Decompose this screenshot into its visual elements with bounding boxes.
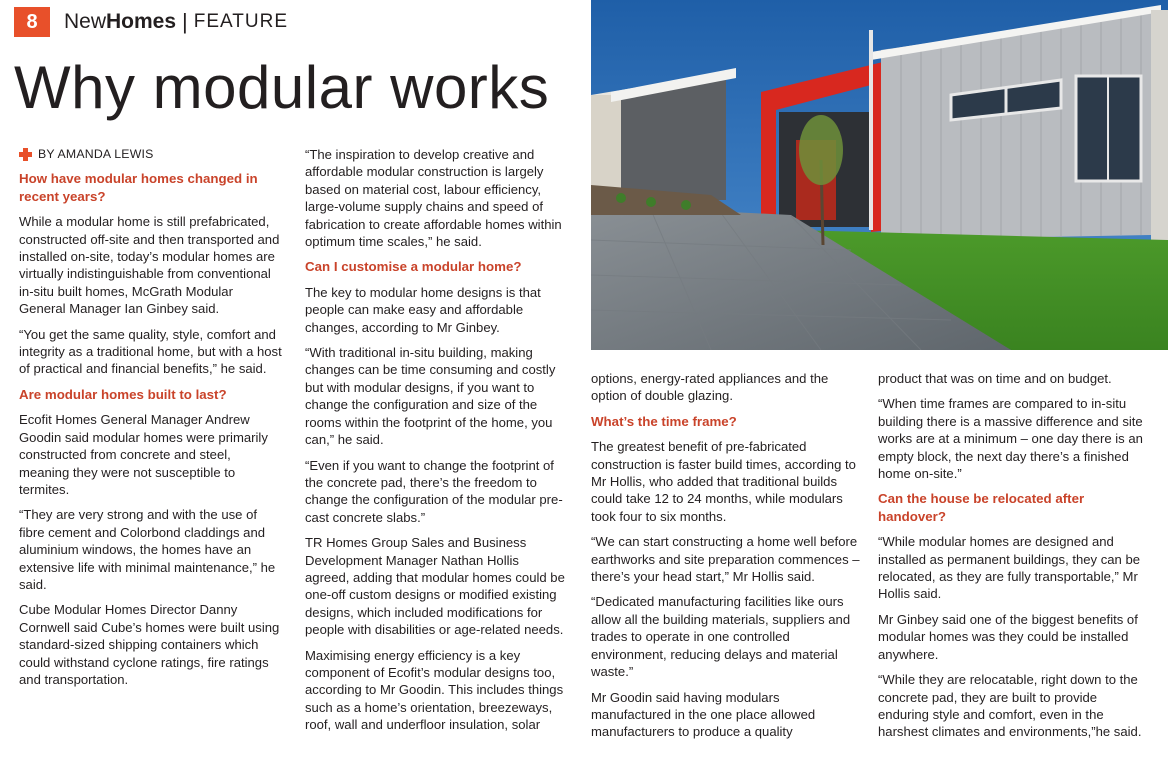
body-paragraph: “You get the same quality, style, comfort and integrity as a traditional home, but with a host of practical and financial benefits,” he said.	[19, 326, 282, 377]
body-paragraph: “Even if you want to change the footprint of the concrete pad, there’s the freedom to change the configuration of the modular pre-cast concrete slabs.”	[305, 457, 563, 525]
subheading: Can the house be relocated after handover?	[878, 491, 1085, 524]
body-paragraph: “We can start constructing a home well before earthworks and site preparation commences – there’s your head start,” Mr Hollis said.	[591, 534, 860, 585]
byline	[19, 146, 283, 163]
header-separator: |	[182, 9, 188, 34]
byline-text: BY AMANDA LEWIS	[38, 147, 154, 161]
body-paragraph: The greatest benefit of pre-fabricated construction is faster build times, according to Mr Hollis, who added that traditional builds could take 12 to 24 months, while modulars took four to six months.	[591, 439, 856, 524]
body-paragraph: “The inspiration to develop creative and affordable modular construction is largely based on material cost, labour efficiency, large-volume supply chains and speed of fabrication to create affordable homes within optimum time scales,” he said.	[305, 147, 562, 250]
brand-light-text: New	[64, 10, 107, 33]
article-headline: Why modular works	[14, 54, 550, 121]
subheading: What’s the time frame?	[591, 413, 737, 429]
body-paragraph: The key to modular home designs is that people can make easy and affordable changes, according to Mr Ginbey.	[305, 284, 541, 335]
body-paragraph: options, energy-rated appliances and the option of double glazing.	[591, 371, 829, 404]
page-number: 8	[14, 7, 50, 37]
article-column-1	[19, 146, 283, 696]
article-column-4	[878, 370, 1150, 749]
brand-bold-text: Homes	[106, 10, 177, 33]
body-paragraph: Maximising energy efficiency is a key component of Ecofit’s modular designs too, according to Mr Goodin. This includes things such as a home’s orientation, breezeways, roof, wall and underfloor insulation, solar	[305, 647, 564, 733]
body-paragraph: product that was on time and on budget.	[878, 371, 1112, 386]
body-paragraph: Mr Ginbey said one of the biggest benefits of modular homes was they could be installed anywhere.	[878, 611, 1138, 662]
section-label: FEATURE	[193, 11, 289, 32]
body-paragraph: Cube Modular Homes Director Danny Cornwell said Cube’s homes were built using standard-sized shipping containers which could withstand cyclone ratings, fire ratings and transportation.	[19, 602, 280, 687]
body-paragraph: “They are very strong and with the use of fibre cement and Colorbond claddings and aluminium windows, the homes have an extensive life with minimal maintenance,” he said.	[19, 507, 276, 592]
body-paragraph: Ecofit Homes General Manager Andrew Goodin said modular homes were primarily constructed from concrete and steel, meaning they were not susceptible to termites.	[19, 412, 268, 497]
article-column-3	[591, 370, 861, 749]
modular-home-photo	[591, 0, 1168, 350]
page-header	[14, 7, 288, 37]
publication-brand	[64, 10, 176, 34]
body-paragraph: “While modular homes are designed and installed as permanent buildings, they can be relocated, as they are fully transportable,” Mr Hollis said.	[878, 534, 1141, 602]
body-paragraph: “Dedicated manufacturing facilities like ours allow all the building materials, suppliers and trades to operate in one controlled environment, reducing delays and material waste.”	[591, 594, 851, 680]
body-paragraph: “While they are relocatable, right down to the concrete pad, they are built to provide enduring style and comfort, even in the harshest climates and environments,”he said.	[878, 672, 1142, 740]
body-paragraph: “With traditional in-situ building, making changes can be time consuming and costly but with modular designs, if you want to change the configuration and size of the rooms within the footprint of the home, you can,” he said.	[305, 345, 556, 448]
subheading: Can I customise a modular home?	[305, 259, 522, 275]
body-paragraph: “When time frames are compared to in-situ building there is a massive difference and site works are at a minimum – one day there is an empty block, the next day there’s a finished home on-site.”	[878, 396, 1143, 482]
body-paragraph: TR Homes Group Sales and Business Development Manager Nathan Hollis agreed, adding that modular homes could be one-off custom designs or modified existing designs, which included modifications for people with disabilities or age-related needs.	[305, 535, 565, 638]
red-cross-icon	[19, 148, 32, 161]
body-paragraph: While a modular home is still prefabricated, constructed off-site and then transported and installed on-site, today’s modular homes are virtually indistinguishable from conventional in-situ built homes, McGrath Modular General Manager Ian Ginbey said.	[19, 214, 280, 317]
article-column-2	[305, 146, 567, 742]
subheading: How have modular homes changed in recent years?	[19, 171, 258, 204]
subheading: Are modular homes built to last?	[19, 386, 227, 402]
body-paragraph: Mr Goodin said having modulars manufactured in the one place allowed manufacturers to produce a quality	[591, 689, 816, 740]
